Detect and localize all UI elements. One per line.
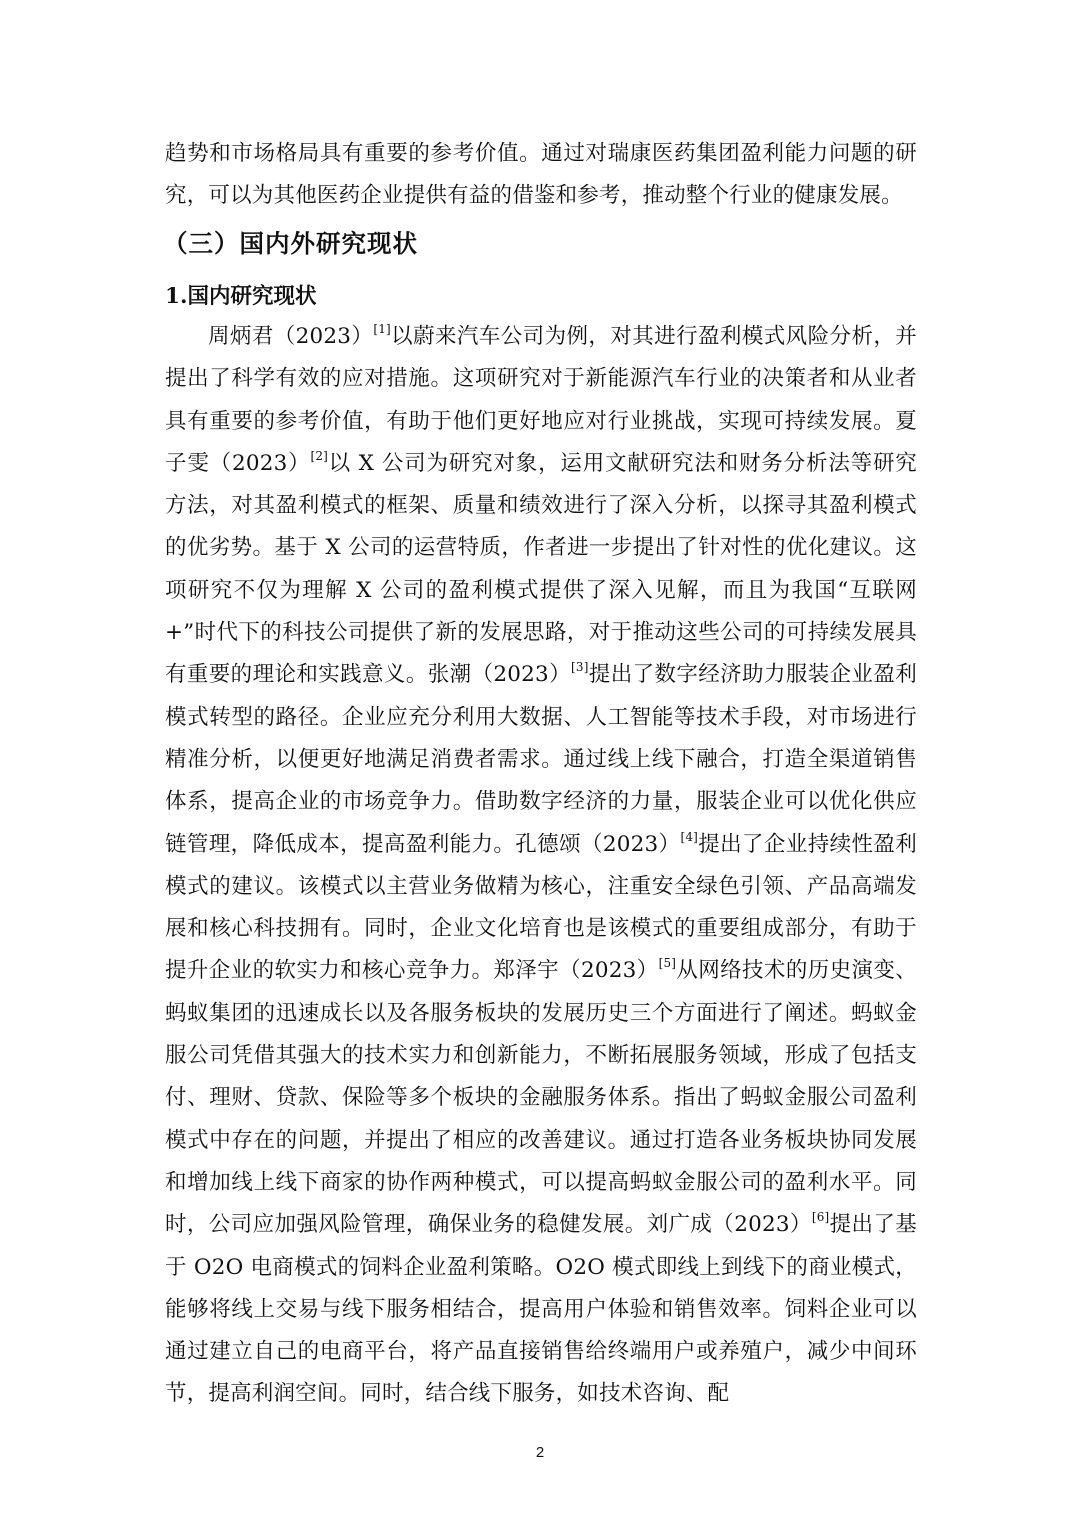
body-text: 周炳君（2023）: [208, 324, 374, 349]
body-text: 提出了基于 O2O 电商模式的饲料企业盈利策略。O2O 模式即线上到线下的商业模式，能够将线上交易与线下服务相结合，提高用户体验和销售效率。饲料企业可以通过建立自己的电商平台，将产品直接销售给终端用户或养殖户，减少中间环节，提高利润空间。同时，结合线下服务，如技术咨询、配: [165, 1212, 917, 1407]
citation-marker: [5]: [658, 956, 677, 971]
citation-marker: [4]: [680, 829, 699, 844]
sub-heading: 1.国内研究现状: [165, 284, 317, 309]
body-text: 提出了数字经济助力服装企业盈利模式转型的路径。企业应充分利用大数据、人工智能等技术手段，对市场进行精准分析，以便更好地满足消费者需求。通过线上线下融合，打造全渠道销售体系，提高企业的市场竞争力。借助数字经济的力量，服装企业可以优化供应链管理，降低成本，提高盈利能力。孔德颂（2023）: [165, 662, 917, 857]
citation-marker: [3]: [571, 660, 589, 675]
body-text: 以 X 公司为研究对象，运用文献研究法和财务分析法等研究方法，对其盈利模式的框架、质量和绩效进行了深入分析，以探寻其盈利模式的优劣势。基于 X 公司的运营特质，作者进一步提出了针对性的优化建议。这项研究不仅为理解 X 公司的盈利模式提供了深入见解，而且为我国“互联网+”时代下的科技公司提供了新的发展思路，对于推动这些公司的可持续发展具有重要的理论和实践意义。张潮（2023）: [165, 450, 918, 688]
citation-marker: [1]: [373, 322, 391, 336]
intro-paragraph: 趋势和市场格局具有重要的参考价值。通过对瑞康医药集团盈利能力问题的研究，可以为其他医药企业提供有益的借鉴和参考，推动整个行业的健康发展。: [165, 141, 917, 209]
body-text: 提出了企业持续性盈利模式的建议。该模式以主营业务做精为核心，注重安全绿色引领、产品高端发展和核心科技拥有。同时，企业文化培育也是该模式的重要组成部分，有助于提升企业的软实力和核心竞争力。郑泽宇（2023）: [165, 831, 917, 984]
body-text: 从网络技术的历史演变、蚂蚁集团的迅速成长以及各服务板块的发展历史三个方面进行了阐述。蚂蚁金服公司凭借其强大的技术实力和创新能力，不断拓展服务领域，形成了包括支付、理财、贷款、保险等多个板块的金融服务体系。指出了蚂蚁金服公司盈利模式中存在的问题，并提出了相应的改善建议。通过打造各业务板块协同发展和增加线上线下商家的协作两种模式，可以提高蚂蚁金服公司的盈利水平。同时，公司应加强风险管理，确保业务的稳健发展。刘广成（2023）: [165, 958, 917, 1238]
body-paragraph: [165, 316, 917, 1416]
body-text: 以蔚来汽车公司为例，对其进行盈利模式风险分析，并提出了科学有效的应对措施。这项研究对于新能源汽车行业的决策者和从业者具有重要的参考价值，有助于他们更好地应对行业挑战，实现可持续发展。夏子雯（2023）: [165, 324, 917, 476]
citation-marker: [6]: [811, 1210, 830, 1225]
citation-marker: [2]: [310, 448, 329, 463]
section-heading: （三）国内外研究现状: [163, 229, 418, 258]
page-number: 2: [535, 1444, 545, 1461]
